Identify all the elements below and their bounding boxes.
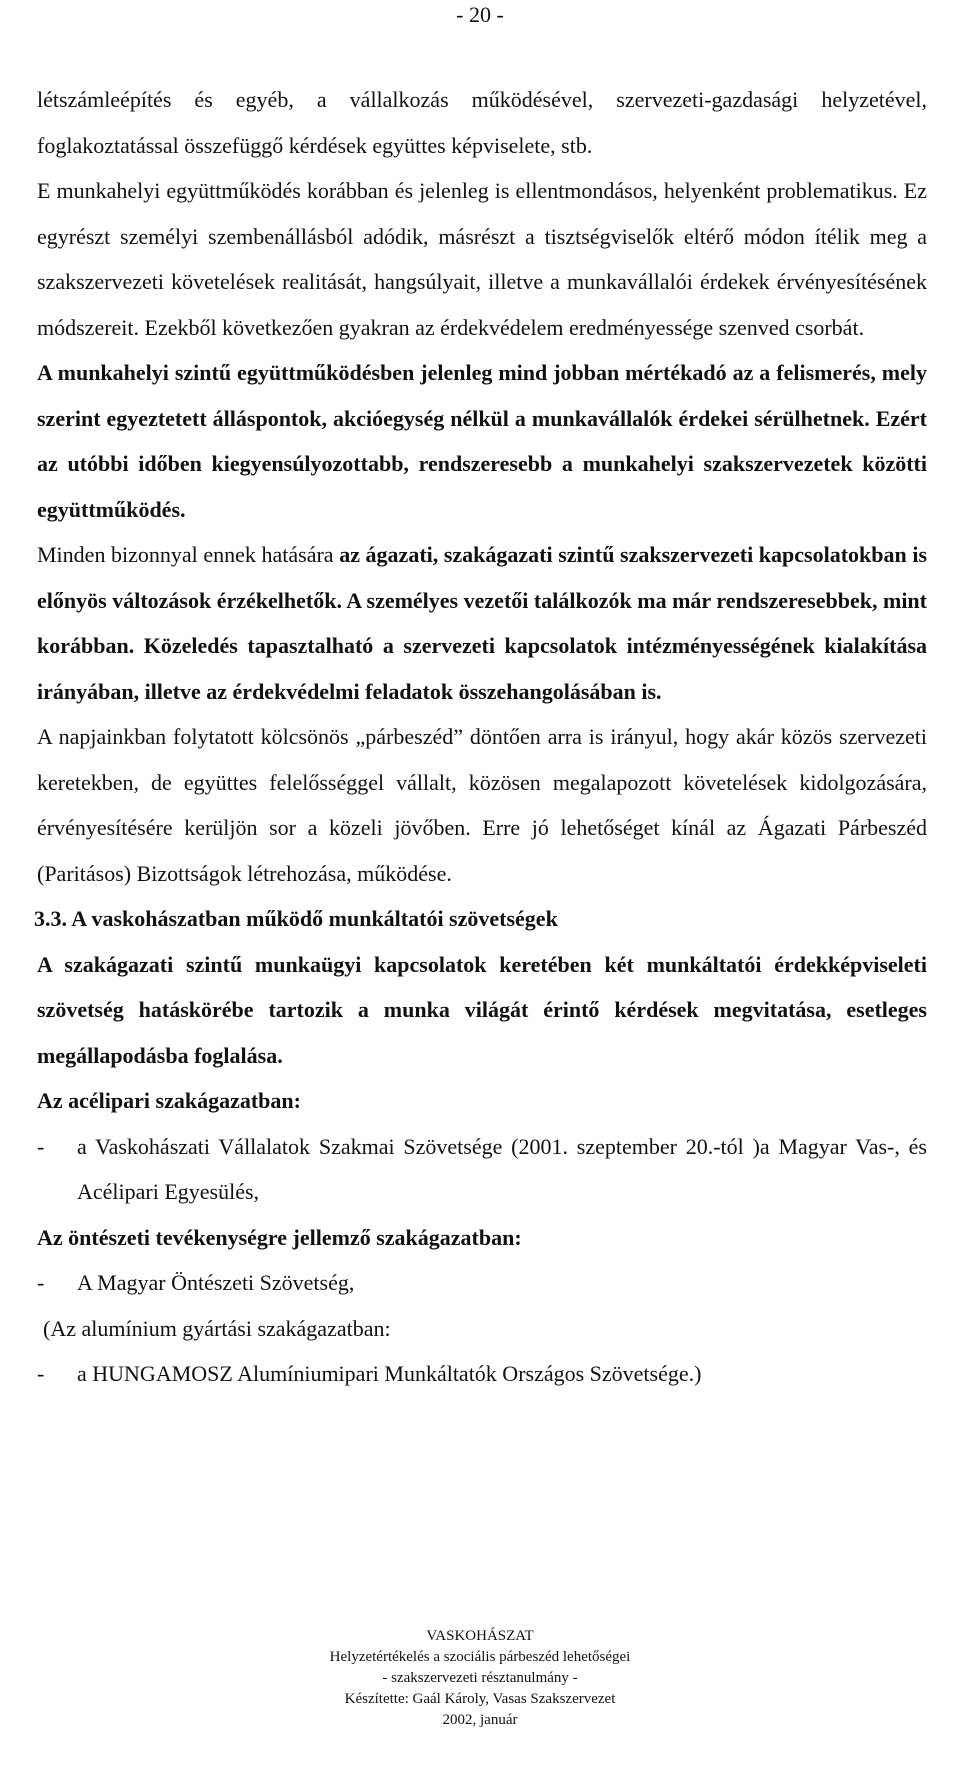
paragraph-6-bold: A szakágazati szintű munkaügyi kapcsolatok keretében két munkáltatói érdekképviseleti szövetség hatáskörébe tartozik a munka világát érintő kérdések megvitatása, esetleges megállapodásba foglalása.: [37, 951, 927, 1068]
footer-author: Készítette: Gaál Károly, Vasas Szakszervezet: [344, 1691, 616, 1707]
list-dash: -: [37, 1361, 45, 1386]
page-number: - 20 -: [456, 2, 504, 27]
paragraph-4: [37, 532, 927, 714]
footer-study-type: - szakszervezeti résztanulmány -: [382, 1670, 578, 1686]
subheading-foundry: [37, 1215, 927, 1261]
footer-title: VASKOHÁSZAT: [426, 1628, 534, 1644]
list-item-3: [37, 1351, 927, 1397]
paragraph-4-normal: Minden bizonnyal ennek hatására: [37, 542, 340, 567]
list-dash: -: [37, 1133, 45, 1159]
document-body: [34, 77, 928, 1397]
paragraph-1: létszámleépítés és egyéb, a vállalkozás működésével, szervezeti-gazdasági helyzetével, foglakoztatással összefüggő kérdések együttes képviselete, stb.: [37, 87, 927, 158]
list-item-1-text: a Vaskohászati Vállalatok Szakmai Szövetsége (2001. szeptember 20.-tól )a Magyar Vas-, és Acélipari Egyesülés,: [77, 1133, 927, 1204]
paragraph-4-bold: az ágazati, szakágazati szintű szakszervezeti kapcsolatokban is előnyös változások érzékelhetők. A személyes vezetői találkozók ma már rendszeresebbek, mint korábban. Közeledés tapasztalható a szervezeti kapcsolatok intézményességének kialakítása irányában, illetve az érdekvédelmi feladatok összehangolásában is.: [37, 542, 928, 704]
paragraph-5: A napjainkban folytatott kölcsönös „párbeszéd” döntően arra is irányul, hogy akár közös szervezeti keretekben, de együttes felelősséggel vállalt, közösen megalapozott követelések kidolgozására, érvényesítésére kerüljön sor a közeli jövőben. Erre jó lehetőséget kínál az Ágazati Párbeszéd (Paritásos) Bizottságok létrehozása, működése.: [37, 724, 927, 886]
list-item-1: [37, 1124, 927, 1215]
subheading-steel-text: Az acélipari szakágazatban:: [37, 1088, 301, 1113]
aluminium-note: (Az alumínium gyártási szakágazatban:: [43, 1315, 391, 1341]
subheading-foundry-text: Az öntészeti tevékenységre jellemző szakágazatban:: [37, 1224, 522, 1250]
section-heading: 3.3. A vaskohászatban működő munkáltatói szövetségek: [34, 906, 558, 931]
page-footer: [0, 1626, 960, 1731]
paragraph-2: E munkahelyi együttműködés korábban és jelenleg is ellentmondásos, helyenként problematikus. Ez egyrészt személyi szembenállásból adódik, másrészt a tisztségviselők eltérő módon ítélik meg a szakszervezeti követelések realitását, hangsúlyait, illetve a munkavállalói érdekek érvényesítésének módszereit. Ezekből következően gyakran az érdekvédelem eredményessége szenved csorbát.: [37, 178, 927, 340]
list-item-2-text: A Magyar Öntészeti Szövetség,: [77, 1270, 355, 1295]
footer-date: 2002, január: [442, 1712, 518, 1728]
paragraph-3: [37, 350, 927, 532]
list-dash: -: [37, 1270, 45, 1295]
subheading-steel: [37, 1078, 927, 1124]
paragraph-6: [37, 942, 927, 1079]
list-item-3-text: a HUNGAMOSZ Alumíniumipari Munkáltatók Országos Szövetsége.): [77, 1361, 702, 1386]
footer-subtitle: Helyzetértékelés a szociális párbeszéd lehetőségei: [329, 1649, 631, 1665]
paragraph-3-bold: A munkahelyi szintű együttműködésben jelenleg mind jobban mértékadó az a felismerés, mely szerint egyeztetett álláspontok, akcióegység nélkül a munkavállalók érdekei sérülhetnek. Ezért az utóbbi időben kiegyensúlyozottabb, rendszeresebb a munkahelyi szakszervezetek közötti együttműködés.: [37, 360, 927, 522]
list-item-2: [37, 1260, 927, 1306]
